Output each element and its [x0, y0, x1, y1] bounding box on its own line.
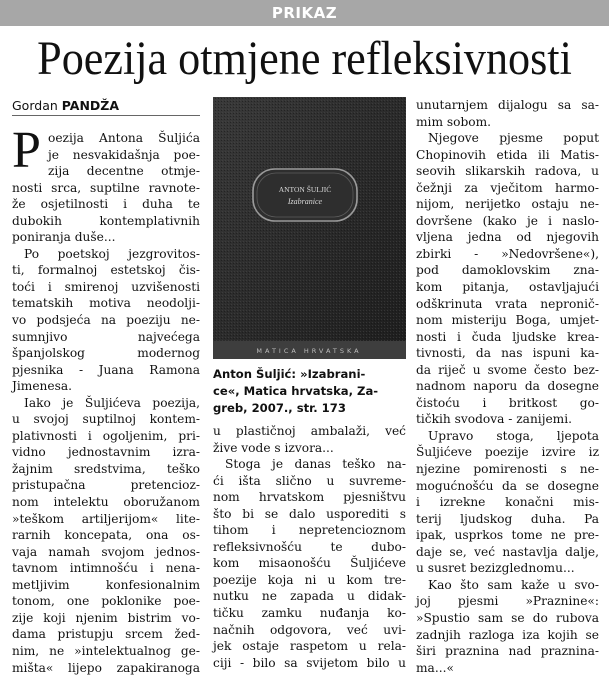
book-cover-photo [213, 97, 406, 359]
text-line: nosti srca, suptilne ravnote- [12, 180, 200, 197]
text-line: ipak, usprkos tome ne pre- [416, 527, 599, 544]
author-last-name: PANDŽA [62, 98, 119, 113]
text-line: u svojoj suptilnoj kontem- [12, 411, 200, 428]
text-line: terij ljudskog duha. Pa [416, 511, 599, 528]
text-line: Chopinovih etida ili Matis- [416, 147, 599, 164]
text-line: kom misaonošću Šuljićeve [213, 555, 406, 572]
section-label: PRIKAZ [0, 0, 609, 26]
text-line: vidno jednostavnim izra- [12, 444, 200, 461]
text-line: »Spustio sam se do rubova [416, 610, 599, 627]
text-line: »teškom artiljerijom« lite- [12, 511, 200, 528]
text-line: toći i smirenoj uzvišenosti [12, 279, 200, 296]
text-line: seovih slikarskih radova, u [416, 163, 599, 180]
text-line: tičkih svodova - zanijemi. [416, 411, 599, 428]
text-line: Jimenesa. [12, 378, 200, 395]
book-caption [213, 366, 406, 418]
text-line: Iako je Šuljićeva poezija, [12, 395, 200, 412]
text-line: da riječ u svome često bez- [416, 362, 599, 379]
cover-author: ANTON ŠULJIĆ [279, 184, 332, 194]
text-line: vljena jedna od njegovih [416, 229, 599, 246]
text-line: pod damoklovskim zna- [416, 262, 599, 279]
text-line: Stoga je danas teško na- [213, 456, 406, 473]
byline [12, 97, 200, 116]
text-line: ći išta slično u suvreme- [213, 473, 406, 490]
text-line: poniranja duše... [12, 229, 200, 246]
caption-line: ce«, Matica hrvatska, Za- [213, 383, 406, 400]
text-line: vaja namah svojom jednos- [12, 544, 200, 561]
text-line: zbirki - »Nedovršene«), [416, 246, 599, 263]
text-column-2 [213, 423, 406, 665]
text-line: zija decentne otmje- [12, 163, 200, 180]
text-line: je nesvakidašnja poe- [12, 147, 200, 164]
text-line: tematskih motiva neodolji- [12, 295, 200, 312]
text-line: žajnim sredstvima, teško [12, 461, 200, 478]
drop-cap: P [12, 129, 50, 171]
text-line: ti, formalnoj estetskoj čis- [12, 262, 200, 279]
text-column-1 [12, 130, 200, 665]
text-line: Upravo stoga, ljepota [416, 428, 599, 445]
text-line: njezine pomirenosti s ne- [416, 461, 599, 478]
text-line: pjesnika - Juana Ramona [12, 362, 200, 379]
text-line: mišta« lijepo zapakiranoga [12, 660, 200, 676]
text-line: zadnjih razloga iza kojih se [416, 627, 599, 644]
text-line: daje se, već nastavlja dalje, [416, 544, 599, 561]
text-line: joj pjesmi »Praznine«: [416, 593, 599, 610]
text-line: čistoću i britkost go- [416, 395, 599, 412]
text-line: unutarnjem dijalogu sa sa- [416, 97, 599, 114]
cover-title: Izabranice [287, 197, 323, 206]
text-line: refleksivnošću te dubo- [213, 539, 406, 556]
text-line: metljivim konfesionalnim [12, 577, 200, 594]
text-line: nadnom naporu da dosegne [416, 378, 599, 395]
text-line: nom intelektu oboružanom [12, 494, 200, 511]
text-line: čežnji za vječitom harmo- [416, 180, 599, 197]
text-line: oezija Antona Šuljića [12, 130, 200, 147]
caption-line: Anton Šuljić: »Izabrani- [213, 366, 406, 383]
text-column-3 [416, 97, 599, 665]
text-line: odškrinuta vrata nepronič- [416, 296, 599, 313]
text-line: že osjetilnosti i duha te [12, 196, 200, 213]
text-line: načnih odgovora, već uvi- [213, 622, 406, 639]
text-line: nom hrvatskom pjesništvu [213, 489, 406, 506]
text-line: ciji - bilo sa svijetom bilo u [213, 655, 406, 672]
text-line: u susret bezizglednomu... [416, 560, 599, 577]
text-line: vo podsjeća na poeziju ne- [12, 312, 200, 329]
text-line: širi praznina nad praznina- [416, 643, 599, 660]
text-line: mim sobom. [416, 114, 599, 131]
text-line: Šuljićeve poezije izvire iz [416, 444, 599, 461]
text-line: poezije koja ni u kom tre- [213, 572, 406, 589]
text-line: dubokih kontemplativnih [12, 213, 200, 230]
text-line: Kao što sam kaže u svo- [416, 577, 599, 594]
text-line: i izrekne konačni mis- [416, 494, 599, 511]
text-line: tihom i nepretencioznom [213, 522, 406, 539]
text-line: jek ostaje raspetom u rela- [213, 638, 406, 655]
text-line: kom pitanja, ostavljajući [416, 279, 599, 296]
text-line: nijom, nerijetko ostaju ne- [416, 196, 599, 213]
text-line: rarnih koncepata, ona os- [12, 527, 200, 544]
text-line: sumnjivo najvećega [12, 329, 200, 346]
article-headline: Poezija otmjene refleksivnosti [24, 30, 584, 88]
text-line: ma...« [416, 660, 599, 676]
text-line: nom misteriju Boga, umjet- [416, 312, 599, 329]
text-line: nutku ne zapada u didak- [213, 588, 406, 605]
text-line: što bi se dalo usporediti s [213, 506, 406, 523]
text-line: zije koji njenim bistrim vo- [12, 610, 200, 627]
text-line: tivnosti, da nas ispuni ka- [416, 345, 599, 362]
text-line: tonom, one poklonike poe- [12, 593, 200, 610]
cover-publisher: MATICA HRVATSKA [256, 347, 361, 355]
text-line: u plastičnoj ambalaži, već [213, 423, 406, 440]
text-line: žive vode s izvora... [213, 440, 406, 457]
text-line: dovršene (kako je i naslo- [416, 213, 599, 230]
text-line: nim, ne »intelektualnog ge- [12, 643, 200, 660]
text-line: nosti i čuda ljudske krea- [416, 329, 599, 346]
caption-line: greb, 2007., str. 173 [213, 400, 406, 417]
text-line: tičku zamku nuđanja ko- [213, 605, 406, 622]
text-line: dama pristupju srcem žed- [12, 626, 200, 643]
text-line: pristupačna pretencioz- [12, 477, 200, 494]
text-line: španjolskog modernog [12, 345, 200, 362]
text-line: Njegove pjesme poput [416, 130, 599, 147]
author-first-name: Gordan [12, 98, 62, 113]
text-line: mogućnošću da se dosegne [416, 478, 599, 495]
text-line: plativnosti i ogoljenim, pri- [12, 428, 200, 445]
text-line: tavnom intimnošću i nena- [12, 560, 200, 577]
text-line: Po poetskoj jezgrovitos- [12, 246, 200, 263]
